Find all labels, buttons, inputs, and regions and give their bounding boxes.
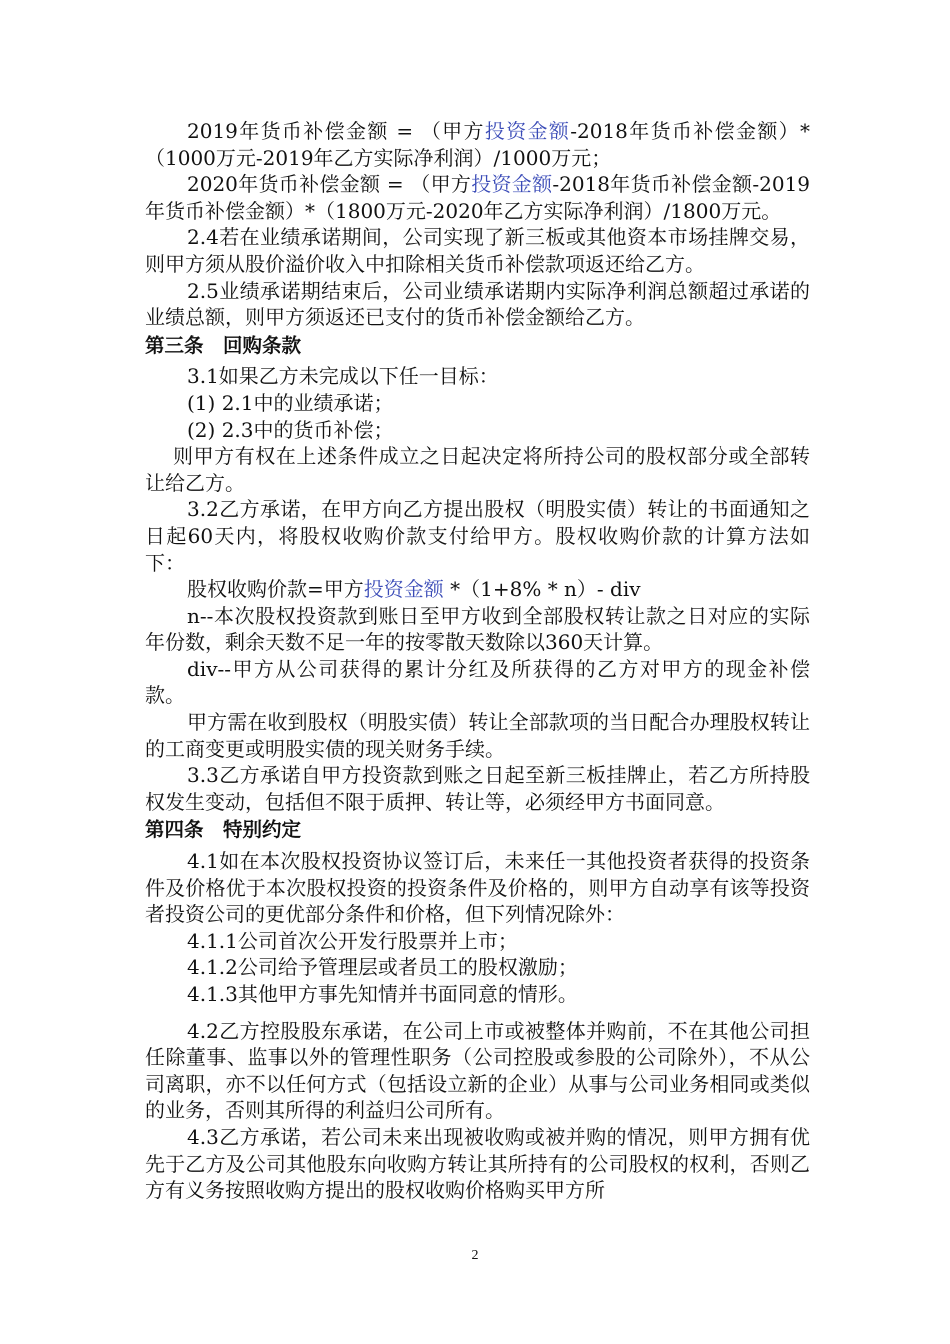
formula-n-definition: n--本次股权投资款到账日至甲方收到全部股权转让款之日对应的实际年份数，剩余天数不足一年的按零散天数除以360天计算。 <box>145 603 810 655</box>
article-3-heading: 第三条 回购条款 <box>145 333 302 357</box>
paragraph-gap <box>145 1008 810 1018</box>
clause-4-1-3: 4.1.3其他甲方事先知情并书面同意的情形。 <box>187 982 578 1006</box>
highlighted-term: 投资金额 <box>363 577 444 602</box>
clause-4-3: 4.3乙方承诺，若公司未来出现被收购或被并购的情况，则甲方拥有优先于乙方及公司其他股东向收购方转让其所持有的公司股权的权利，否则乙方有义务按照收购方提出的股权收购价格购买甲方所 <box>145 1124 810 1203</box>
clause-2-5: 2.5业绩承诺期结束后，公司业绩承诺期内实际净利润总额超过承诺的业绩总额，则甲方须返还已支付的货币补偿金额给乙方。 <box>145 278 810 330</box>
clause-4-1-1: 4.1.1公司首次公开发行股票并上市； <box>187 928 518 953</box>
compensation-2019-formula <box>145 118 810 171</box>
text-run: -2018年货币补偿金额-2019年货币补偿金额）*（1800万元-2020年乙方实际净利润）/1800万元。 <box>145 172 811 223</box>
article-4-heading: 第四条 特别约定 <box>145 818 302 842</box>
compensation-2020-formula <box>145 171 810 224</box>
clause-2-4: 2.4若在业绩承诺期间，公司实现了新三板或其他资本市场挂牌交易，则甲方须从股价溢价收入中扣除相关货币补偿款项返还给乙方。 <box>145 225 810 276</box>
clause-3-1: 3.1如果乙方未完成以下任一目标： <box>187 364 499 389</box>
buyback-price-formula <box>145 576 810 603</box>
formula-div-definition: div--甲方从公司获得的累计分红及所获得的乙方对甲方的现金补偿款。 <box>145 656 810 708</box>
clause-3-1-item-2: (2) 2.3中的货币补偿； <box>187 417 394 442</box>
text-run: 2020年货币补偿金额 = （甲方 <box>187 172 472 197</box>
page-number: 2 <box>471 1248 479 1263</box>
text-run: *（1+8% * n）- div <box>443 577 641 602</box>
clause-4-1: 4.1如在本次股权投资协议签订后，未来任一其他投资者获得的投资条件及价格优于本次股权投资的投资条件及价格的，则甲方自动享有该等投资者投资公司的更优部分条件和价格，但下列情况除外： <box>145 849 810 927</box>
clause-3-1-item-1: (1) 2.1中的业绩承诺； <box>187 390 394 415</box>
text-run: -2018年货币补偿金额）*（1000万元-2019年乙方实际净利润）/1000万元； <box>145 119 811 170</box>
highlighted-term: 投资金额 <box>471 172 553 197</box>
text-run: 股权收购价款=甲方 <box>187 577 364 602</box>
highlighted-term: 投资金额 <box>484 119 571 143</box>
clause-4-1-2: 4.1.2公司给予管理层或者员工的股权激励； <box>187 955 578 980</box>
document-body <box>145 118 810 1204</box>
transfer-procedure: 甲方需在收到股权（明股实债）转让全部款项的当日配合办理股权转让的工商变更或明股实债的现关财务手续。 <box>145 710 810 761</box>
clause-3-3: 3.3乙方承诺自甲方投资款到账之日起至新三板挂牌止，若乙方所持股权发生变动，包括但不限于质押、转让等，必须经甲方书面同意。 <box>145 763 810 814</box>
text-run: 2019年货币补偿金额 = （甲方 <box>187 119 485 143</box>
clause-3-1-result: 则甲方有权在上述条件成立之日起决定将所持公司的股权部分或全部转让给乙方。 <box>145 444 810 495</box>
clause-3-2: 3.2乙方承诺，在甲方向乙方提出股权（明股实债）转让的书面通知之日起60天内，将股权收购价款支付给甲方。股权收购价款的计算方法如下： <box>145 497 810 575</box>
clause-4-2: 4.2乙方控股股东承诺，在公司上市或被整体并购前，不在其他公司担任除董事、监事以外的管理性职务（公司控股或参股的公司除外），不从公司离职，亦不以任何方式（包括设立新的企业）从事与公司业务相同或类似的业务，否则其所得的利益归公司所有。 <box>145 1018 810 1123</box>
